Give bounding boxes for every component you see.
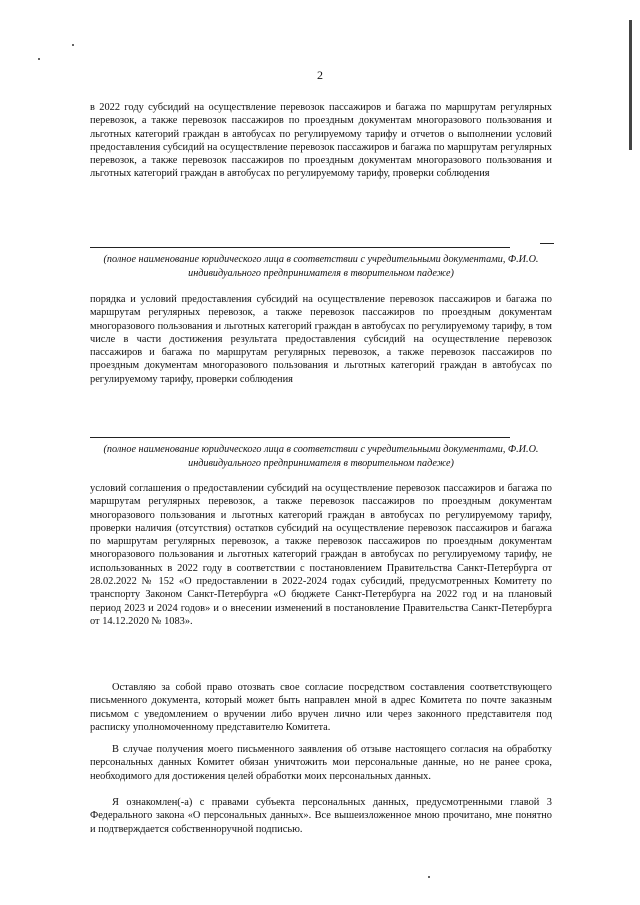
field-caption: (полное наименование юридического лица в соответствии с учредительными документами, Ф.И.О. индивидуального предпринимателя в творительном падеже) (103, 254, 539, 279)
paragraph-agreement-conditions: условий соглашения о предоставлении субсидий на осуществление перевозок пассажиров и багажа по маршрутам регулярных перевозок, а также перевозок пассажиров по проездным документам многоразового пользования и льготных категорий граждан в автобусах по регулируемому тарифу, проверки наличия (отсутствия) остатков субсидий на осуществление перевозок пассажиров и багажа по маршрутам регулярных перевозок, а также перевозок пассажиров по проездным документам многоразового пользования и льготных категорий граждан в автобусах по регулируемому тарифу, не использованных в 2022 году в соответствии с постановлением Правительства Санкт-Петербурга от 28.02.2022 № 152 «О предоставлении в 2022-2024 годах субсидий, предусмотренных Комитету по транспорту Законом Санкт-Петербурга «О бюджете Санкт-Петербурга на 2022 год и на плановый период 2023 и 2024 годов» и о внесении изменений в постановление Правительства Санкт-Петербурга от 14.12.2020 № 1083». (90, 483, 552, 627)
scan-speck (72, 44, 74, 46)
paragraph-subsidies-intro: в 2022 году субсидий на осуществление перевозок пассажиров и багажа по маршрутам регулярных перевозок, а также перевозок пассажиров по проездным документам многоразового пользования и льготных категорий граждан в автобусах по регулируемому тарифу и отчетов о выполнении условий предоставления субсидий на осуществление перевозок пассажиров и багажа по маршрутам регулярных перевозок, а также перевозок пассажиров по проездным документам многоразового пользования и льготных категорий граждан в автобусах по регулируемому тарифу, проверки соблюдения (90, 102, 552, 180)
field-caption: (полное наименование юридического лица в соответствии с учредительными документами, Ф.И.О. индивидуального предпринимателя в творительном падеже) (103, 444, 539, 469)
scan-edge-mark (629, 20, 632, 150)
paragraph-procedure: порядка и условий предоставления субсидий на осуществление перевозок пассажиров и багажа по маршрутам регулярных перевозок, а также перевозок пассажиров по проездным документам многоразового пользования и льготных категорий граждан в автобусах по регулируемому тарифу, в том числе в части достижения результата предоставления субсидий на осуществление перевозок пассажиров и багажа по маршрутам регулярных перевозок, а также перевозок пассажиров по проездным документам многоразового пользования и льготных категорий граждан в автобусах по регулируемому тарифу, проверки соблюдения (90, 294, 552, 385)
paragraph-acknowledgement: Я ознакомлен(-а) с правами субъекта персональных данных, предусмотренными главой 3 Федерального закона «О персональных данных». Все вышеизложенное мною прочитано, мне понятно и подтверждается собственноручной подписью. (90, 797, 552, 835)
scan-speck (38, 58, 40, 60)
scan-speck (428, 876, 430, 878)
paragraph-consent-withdrawal: Оставляю за собой право отозвать свое согласие посредством составления соответствующего письменного документа, который может быть направлен мной в адрес Комитета по почте заказным письмом с уведомлением о вручении либо вручен лично или через законного представителя под расписку уполномоченному представителю Комитета. (90, 682, 552, 733)
fill-in-line (90, 247, 510, 248)
fill-in-line (90, 437, 510, 438)
page-number: 2 (317, 68, 323, 82)
fill-in-line-end (540, 243, 554, 244)
paragraph-data-destruction: В случае получения моего письменного заявления об отзыве настоящего согласия на обработку персональных данных Комитет обязан уничтожить мои персональные данные, но не ранее срока, необходимого для достижения целей обработки моих персональных данных. (90, 744, 552, 782)
